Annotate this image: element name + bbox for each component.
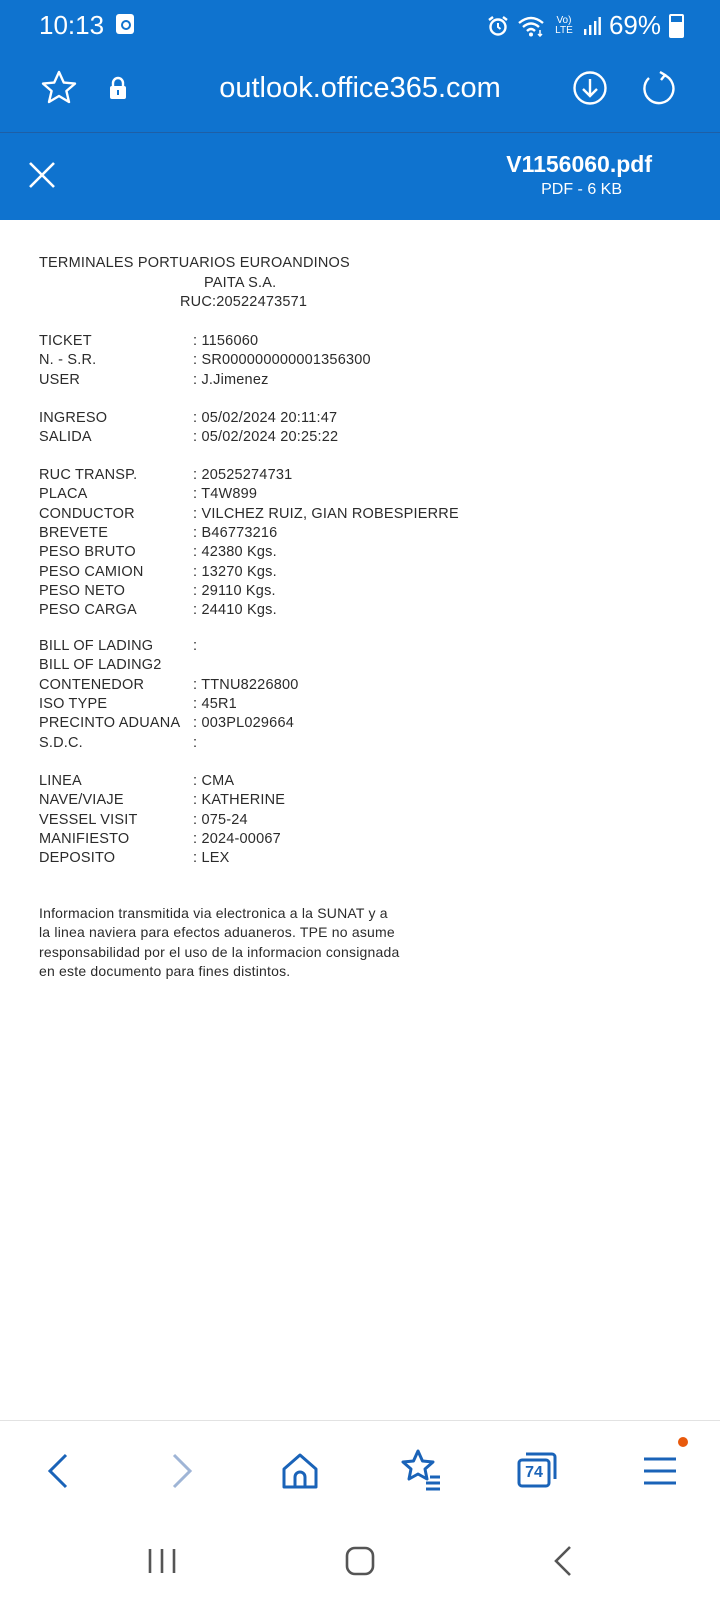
field-value: : 075-24: [193, 811, 248, 828]
disclaimer-line: Informacion transmitida via electronica a la SUNAT y a: [39, 905, 388, 921]
field-value: : 1156060: [193, 333, 259, 349]
back-system-icon[interactable]: [548, 1545, 580, 1577]
url-text[interactable]: outlook.office365.com: [219, 72, 501, 104]
field-value: : LEX: [193, 850, 230, 867]
field-value: :: [193, 734, 198, 751]
disclaimer-note: [39, 904, 459, 981]
field-label: S.D.C.: [39, 734, 83, 751]
status-bar: [0, 0, 720, 52]
company-subname: PAITA S.A.: [204, 275, 277, 291]
attachment-viewer-header: [0, 133, 720, 220]
field-label: BILL OF LADING2: [39, 657, 162, 674]
field-label: LINEA: [39, 773, 82, 789]
field-value: : 05/02/2024 20:11:47: [193, 410, 338, 426]
recent-apps-icon[interactable]: [146, 1545, 178, 1577]
field-value: : SR000000000001356300: [193, 352, 371, 369]
status-indicators: [487, 10, 684, 41]
signal-icon: [583, 16, 601, 36]
notification-dot: [678, 1437, 688, 1447]
field-label: PESO CAMION: [39, 563, 144, 580]
field-value: : 29110 Kgs.: [193, 582, 276, 599]
field-label: CONTENEDOR: [39, 676, 145, 693]
wifi-icon: [517, 15, 545, 37]
field-value: : T4W899: [193, 486, 258, 503]
field-label: PRECINTO ADUANA: [39, 715, 181, 732]
browser-bottom-nav: [0, 1420, 720, 1525]
field-value: :: [193, 638, 198, 654]
field-value: : 45R1: [193, 695, 237, 712]
field-label: N. - S.R.: [39, 352, 97, 369]
field-value: : 2024-00067: [193, 830, 281, 847]
field-label: PESO CARGA: [39, 602, 137, 619]
field-value: : CMA: [193, 773, 235, 789]
menu-icon[interactable]: [636, 1447, 684, 1495]
tabs-button[interactable]: [514, 1447, 562, 1495]
field-value: : 42380 Kgs.: [193, 544, 277, 561]
field-label: BREVETE: [39, 524, 109, 541]
field-value: : 24410 Kgs.: [193, 602, 277, 619]
field-label: USER: [39, 371, 81, 388]
field-label: NAVE/VIAJE: [39, 792, 124, 809]
battery-icon: [669, 14, 684, 38]
field-label: TICKET: [39, 333, 92, 349]
field-label: DEPOSITO: [39, 850, 116, 867]
volte-icon: Vo) LTE: [555, 14, 573, 36]
battery-level: [671, 22, 682, 36]
disclaimer-line: responsabilidad por el uso de la informacion consignada: [39, 943, 400, 960]
field-value: : J.Jimenez: [193, 371, 269, 388]
screenshot-notification-icon: [116, 14, 134, 34]
file-meta: PDF - 6 KB: [541, 181, 622, 198]
field-value: : 05/02/2024 20:25:22: [193, 429, 339, 446]
field-label: PLACA: [39, 486, 88, 503]
field-label: ISO TYPE: [39, 695, 108, 712]
reload-icon[interactable]: [640, 70, 676, 106]
field-label: MANIFIESTO: [39, 830, 130, 847]
download-icon[interactable]: [572, 70, 608, 106]
field-label: BILL OF LADING: [39, 638, 154, 654]
field-value: : 003PL029664: [193, 715, 294, 732]
field-value: : 13270 Kgs.: [193, 563, 277, 580]
field-label: VESSEL VISIT: [39, 811, 138, 828]
company-name: TERMINALES PORTUARIOS EUROANDINOS: [39, 255, 350, 271]
back-icon[interactable]: [36, 1447, 84, 1495]
battery-percent: 69%: [608, 10, 661, 40]
forward-icon[interactable]: [156, 1447, 204, 1495]
home-icon[interactable]: [276, 1447, 324, 1495]
field-value: : KATHERINE: [193, 792, 286, 809]
close-icon[interactable]: [24, 157, 60, 193]
bookmarks-icon[interactable]: [396, 1447, 444, 1495]
field-label: INGRESO: [39, 410, 108, 426]
system-nav-bar: [0, 1525, 720, 1600]
status-time: 10:13: [39, 10, 105, 40]
field-label: SALIDA: [39, 429, 92, 446]
disclaimer-line: la linea naviera para efectos aduaneros. TPE no asume: [39, 924, 395, 941]
field-label: PESO NETO: [39, 582, 126, 599]
field-label: PESO BRUTO: [39, 544, 136, 561]
disclaimer-line: en este documento para fines distintos.: [39, 962, 291, 979]
home-system-icon[interactable]: [344, 1545, 376, 1577]
field-label: CONDUCTOR: [39, 505, 135, 522]
file-name: V1156060.pdf: [506, 151, 652, 177]
field-label: RUC TRANSP.: [39, 467, 138, 483]
tabs-count: 74: [525, 1464, 543, 1481]
field-value: : B46773216: [193, 524, 278, 541]
alarm-icon: [487, 15, 509, 37]
field-value: : TTNU8226800: [193, 676, 299, 693]
field-value: : 20525274731: [193, 467, 293, 483]
pdf-page: [0, 220, 720, 1420]
company-ruc: RUC:20522473571: [180, 294, 308, 310]
browser-url-bar: [0, 52, 720, 132]
field-value: : VILCHEZ RUIZ, GIAN ROBESPIERRE: [193, 505, 459, 522]
